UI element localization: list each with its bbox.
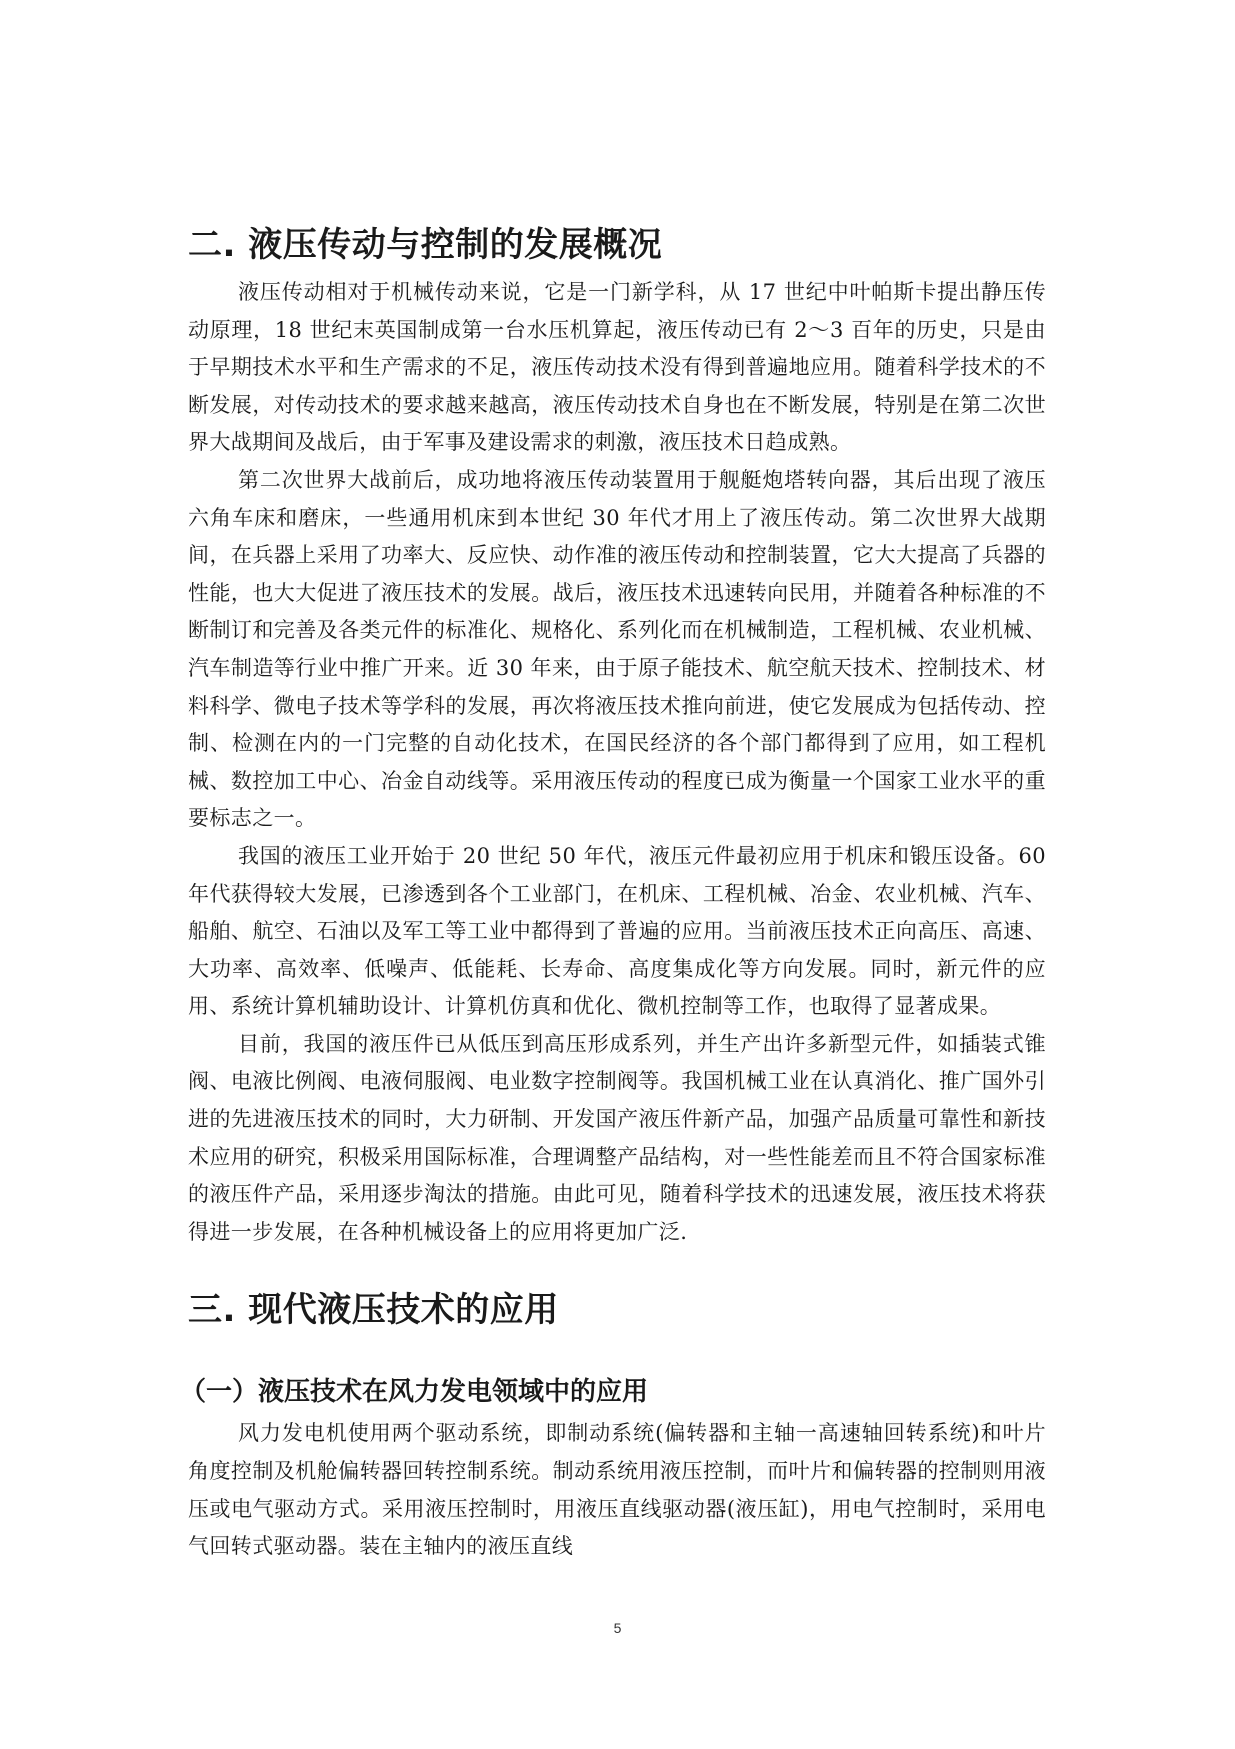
section-three-heading: 三. 现代液压技术的应用: [188, 1290, 559, 1331]
page-number: 5: [613, 1620, 622, 1636]
subsection-one-paragraph-1: 风力发电机使用两个驱动系统，即制动系统(偏转器和主轴一高速轴回转系统)和叶片角度控制及机舱偏转器回转控制系统。制动系统用液压控制，而叶片和偏转器的控制则用液压或电气驱动方式。采用液压控制时，用液压直线驱动器(液压缸)，用电气控制时，采用电气回转式驱动器。装在主轴内的液压直线: [188, 1421, 1046, 1559]
subsection-one-heading: （一）液压技术在风力发电领域中的应用: [180, 1377, 649, 1408]
section-two-paragraph-1: 液压传动相对于机械传动来说，它是一门新学科，从 17 世纪中叶帕斯卡提出静压传动原理，18 世纪末英国制成第一台水压机算起，液压传动已有 2～3 百年的历史，只是由于早期技术水平和生产需求的不足，液压传动技术没有得到普遍地应用。随着科学技术的不断发展，对传动技术的要求越来越高，液压传动技术自身也在不断发展，特别是在第二次世界大战期间及战后，由于军事及建设需求的刺激，液压技术日趋成熟。: [188, 280, 1046, 455]
section-two-paragraph-4: 目前，我国的液压件已从低压到高压形成系列，并生产出许多新型元件，如插装式锥阀、电液比例阀、电液伺服阀、电业数字控制阀等。我国机械工业在认真消化、推广国外引进的先进液压技术的同时，大力研制、开发国产液压件新产品，加强产品质量可靠性和新技术应用的研究，积极采用国际标准，合理调整产品结构，对一些性能差而且不符合国家标准的液压件产品，采用逐步淘汰的措施。由此可见，随着科学技术的迅速发展，液压技术将获得进一步发展，在各种机械设备上的应用将更加广泛.: [188, 1031, 1046, 1244]
section-two-paragraph-3: 我国的液压工业开始于 20 世纪 50 年代，液压元件最初应用于机床和锻压设备。60 年代获得较大发展，已渗透到各个工业部门，在机床、工程机械、冶金、农业机械、汽车、船舶、航空、石油以及军工等工业中都得到了普遍的应用。当前液压技术正向高压、高速、大功率、高效率、低噪声、低能耗、长寿命、高度集成化等方向发展。同时，新元件的应用、系统计算机辅助设计、计算机仿真和优化、微机控制等工作，也取得了显著成果。: [188, 843, 1046, 1019]
page-content: [180, 222, 1046, 1566]
section-two-heading: 二. 液压传动与控制的发展概况: [188, 225, 663, 265]
section-two-paragraph-2: 第二次世界大战前后，成功地将液压传动装置用于舰艇炮塔转向器，其后出现了液压六角车床和磨床，一些通用机床到本世纪 30 年代才用上了液压传动。第二次世界大战期间，在兵器上采用了功率大、反应快、动作准的液压传动和控制装置，它大大提高了兵器的性能，也大大促进了液压技术的发展。战后，液压技术迅速转向民用，并随着各种标准的不断制订和完善及各类元件的标准化、规格化、系列化而在机械制造，工程机械、农业机械、汽车制造等行业中推广开来。近 30 年来，由于原子能技术、航空航天技术、控制技术、材料科学、微电子技术等学科的发展，再次将液压技术推向前进，使它发展成为包括传动、控制、检测在内的一门完整的自动化技术，在国民经济的各个部门都得到了应用，如工程机械、数控加工中心、冶金自动线等。采用液压传动的程度已成为衡量一个国家工业水平的重要标志之一。: [188, 467, 1046, 831]
